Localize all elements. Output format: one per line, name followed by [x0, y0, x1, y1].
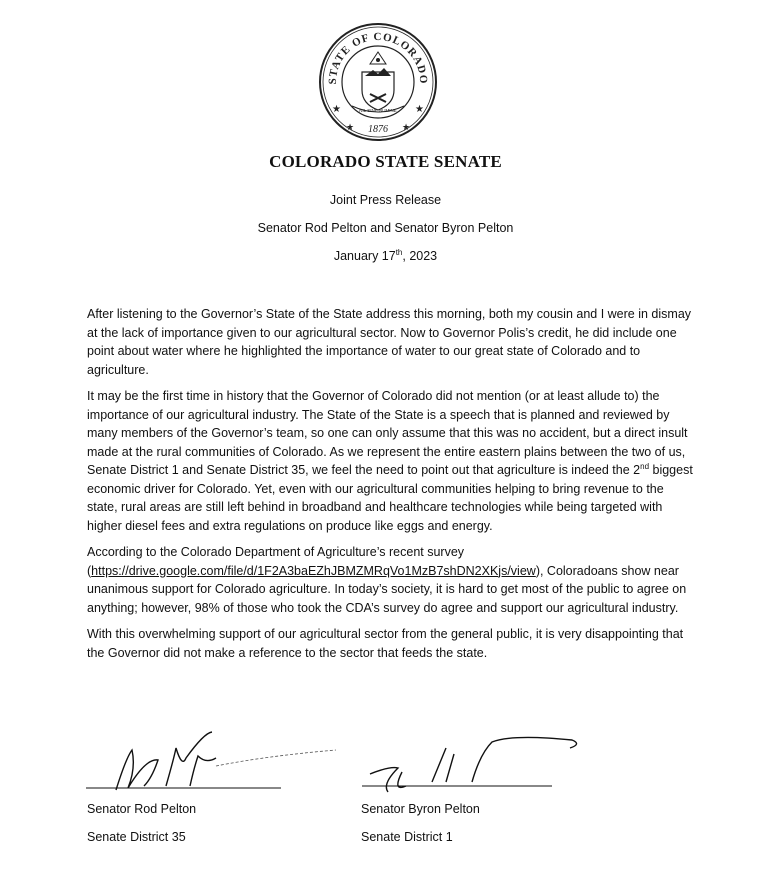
paragraph-3: According to the Colorado Department of Agriculture’s recent survey (https://drive.google.com/file/d/1F2A3baEZhJBMZMRqVo1MzB7shDN2XKjs/view), Coloradoans show near unanimous support for Colorado agriculture. In today’s society, it is hard to get most of the public to agree on anything; however, 98% of those who took the CDA’s survey do agree and support our agricultural industry. — [87, 545, 687, 615]
svg-text:★: ★ — [402, 122, 411, 132]
signer-right-district: Senate District 1 — [361, 830, 453, 844]
release-date: January 17th, 2023 — [333, 247, 438, 263]
seal-motto: NIL SINE NUMINE — [359, 108, 397, 113]
document-title: COLORADO STATE SENATE — [269, 152, 502, 171]
paragraph-2: It may be the first time in history that the Governor of Colorado did not mention (or at least allude to) the importance of our agricultural industry. The State of the State is a speech that is planned and reviewed by many members of the Governor’s team, so one can only assume that this was no accident, but a direct insult made at the rural communities of Colorado. As we represent the entire eastern plains between the two of us, Senate District 1 and Senate District 35, we feel the need to point out that agriculture is indeed the 2nd biggest economic driver for Colorado. Yet, even with our agricultural communities helping to bring revenue to the state, rural areas are still left behind in broadband and healthcare technologies while being targeted with higher diesel fees and extra regulations on produce like eggs and energy. — [87, 389, 693, 533]
signer-right-name: Senator Byron Pelton — [361, 802, 480, 816]
survey-link[interactable]: https://drive.google.com/file/d/1F2A3baEZhJBMZMRqVo1MzB7shDN2XKjs/view — [91, 563, 536, 578]
paragraph-1: After listening to the Governor’s State of the State address this morning, both my cousin and I were in dismay at the lack of importance given to our agricultural sector. Now to Governor Polis’s credit, he did include one point about water where he highlighted the importance of water to our great state of Colorado and to agriculture. — [87, 307, 692, 377]
paragraph-4: With this overwhelming support of our agricultural sector from the general public, it is very disappointing that the Governor did not make a reference to the sector that feeds the state. — [87, 627, 684, 660]
signer-left-name: Senator Rod Pelton — [87, 802, 197, 816]
seal-year: 1876 — [368, 124, 388, 135]
signature-byron-pelton — [362, 734, 592, 798]
svg-text:★: ★ — [346, 122, 355, 132]
press-release-body — [87, 305, 695, 670]
colorado-state-seal — [318, 20, 438, 144]
release-type: Joint Press Release — [329, 193, 442, 207]
signer-left-district: Senate District 35 — [87, 830, 186, 844]
authors-line: Senator Rod Pelton and Senator Byron Pelton — [257, 221, 514, 235]
seal-top-text: STATE OF COLORADO — [326, 30, 430, 85]
svg-text:★: ★ — [415, 104, 424, 115]
svg-text:★: ★ — [332, 104, 341, 115]
signature-rod-pelton — [86, 728, 336, 798]
